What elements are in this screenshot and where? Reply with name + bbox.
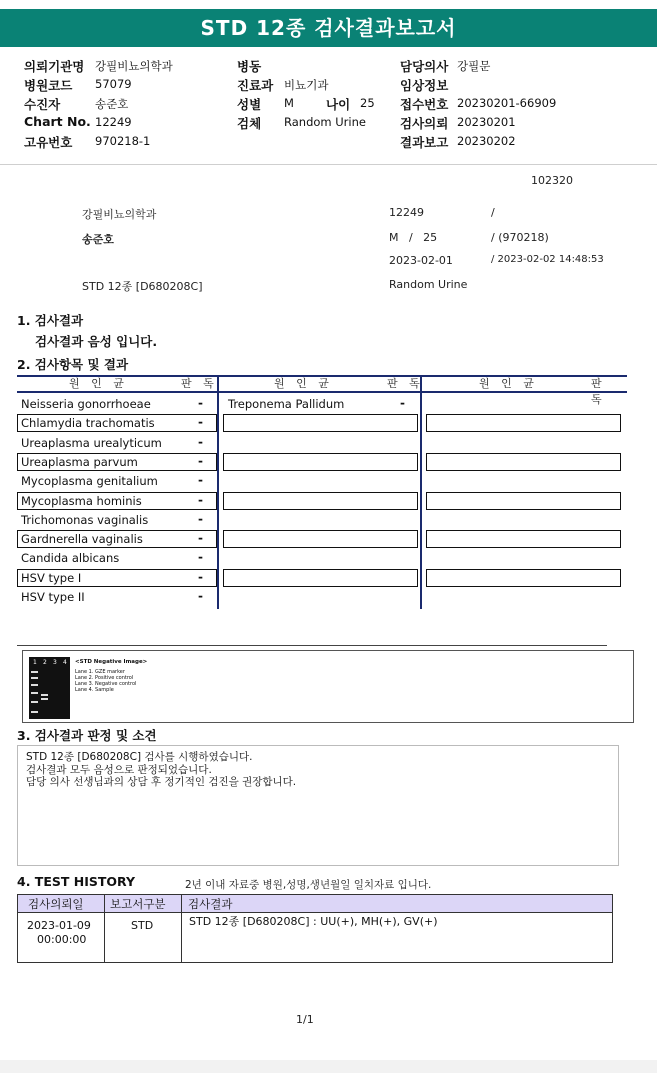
header-value: 970218-1 [95, 134, 151, 148]
section4-note: 2년 이내 자료중 병원,성명,생년월일 일치자료 입니다. [185, 879, 432, 891]
header-label: 임상정보 [400, 78, 449, 93]
col-result-header-3: 판 독 [591, 377, 606, 406]
header-value: Random Urine [284, 115, 366, 129]
gel-divider [17, 645, 607, 646]
header-value: 20230201-66909 [457, 96, 557, 110]
patient-code: 102320 [531, 174, 573, 187]
organism-result: - [198, 569, 203, 584]
header-label: 병원코드 [24, 78, 73, 93]
gel-legend-1: Lane 1. GZE marker [75, 669, 125, 675]
organism-result: - [198, 396, 203, 410]
results-table [17, 375, 627, 609]
col-result-header-1: 판 독 [181, 377, 218, 390]
history-col-result: 검사결과 [188, 897, 233, 911]
header-label: 의뢰기관명 [24, 59, 85, 74]
empty-result-box [426, 530, 621, 548]
gel-image [29, 657, 70, 719]
organism-name: Neisseria gonorrhoeae [21, 397, 151, 411]
empty-result-box [426, 569, 621, 587]
organism-result: - [198, 492, 203, 507]
header-label: 결과보고 [400, 135, 449, 150]
opinion-line-1: STD 12종 [D680208C] 검사를 시행하였습니다. [26, 751, 253, 763]
section4-title: 4. TEST HISTORY [17, 874, 136, 889]
organism-name: Mycoplasma genitalium [21, 474, 158, 489]
header-value: M [284, 96, 294, 110]
organism-name: HSV type II [21, 590, 85, 604]
opinion-line-2: 검사결과 모두 음성으로 판정되었습니다. [26, 763, 212, 776]
organism-result: - [198, 511, 203, 526]
empty-result-box [426, 453, 621, 471]
patient-date-reported: / 2023-02-02 14:48:53 [491, 254, 604, 265]
organism-name: Chlamydia trachomatis [21, 416, 155, 431]
history-row-result: STD 12종 [D680208C] : UU(+), MH(+), GV(+) [189, 915, 438, 928]
patient-test-name: STD 12종 [D680208C] [82, 280, 203, 293]
header-divider [0, 164, 657, 165]
organism-result: - [198, 531, 203, 546]
organism-name: Ureaplasma urealyticum [21, 435, 162, 450]
col-organism-header-3: 원 인 균 [479, 377, 538, 390]
organism-result-col2: - [400, 396, 405, 410]
gel-lane-2: 2 [43, 659, 47, 666]
report-title: STD 12종 검사결과보고서 [0, 9, 657, 47]
section2-title: 2. 검사항목 및 결과 [17, 357, 129, 372]
history-table [17, 894, 613, 963]
col-result-header-2: 판 독 [387, 377, 424, 390]
header-label: 병동 [237, 59, 262, 74]
organism-name: Candida albicans [21, 551, 120, 566]
organism-result: - [198, 473, 203, 488]
header-label: 성별 [237, 97, 262, 112]
header-value: 강필문 [457, 59, 491, 73]
patient-slash: / [491, 206, 495, 219]
empty-result-box [223, 453, 418, 471]
header-label: 고유번호 [24, 135, 73, 150]
organism-name: Ureaplasma parvum [21, 454, 138, 469]
header-value: 57079 [95, 77, 132, 91]
history-header [18, 895, 612, 913]
header-value: 강필비뇨의학과 [95, 59, 173, 73]
header-label: 수진자 [24, 97, 61, 112]
patient-birth: / (970218) [491, 231, 549, 244]
opinion-box [17, 745, 619, 866]
header-value: 12249 [95, 115, 132, 129]
section1-result: 검사결과 음성 입니다. [35, 334, 158, 349]
gel-lane-1: 1 [33, 659, 37, 666]
patient-sex-age: M / 25 [389, 231, 438, 244]
col-organism-header-2: 원 인 균 [274, 377, 333, 390]
empty-result-box [426, 414, 621, 432]
organism-result: - [198, 589, 203, 603]
header-label: 진료과 [237, 78, 274, 93]
section1-title: 1. 검사결과 [17, 313, 84, 328]
history-col-date: 검사의뢰일 [28, 897, 84, 911]
patient-chart: 12249 [389, 206, 424, 219]
gel-title: <STD Negative Image> [75, 659, 148, 665]
empty-result-box [223, 530, 418, 548]
patient-clinic: 강필비뇨의학과 [82, 208, 157, 221]
section3-title: 3. 검사결과 판정 및 소견 [17, 728, 157, 743]
patient-specimen: Random Urine [389, 278, 468, 291]
patient-name: 송준호 [82, 233, 114, 246]
organism-result: - [198, 453, 203, 468]
empty-result-box [223, 569, 418, 587]
organism-name-col2: Treponema Pallidum [228, 397, 345, 411]
organism-result: - [198, 550, 203, 565]
organism-name: Trichomonas vaginalis [21, 512, 149, 527]
history-col-type: 보고서구분 [110, 897, 166, 911]
gel-image-box [22, 650, 634, 723]
patient-date-received: 2023-02-01 [389, 254, 453, 267]
header-value: 송준호 [95, 97, 129, 111]
header-value: 비뇨기과 [284, 78, 329, 92]
organism-name: HSV type I [21, 570, 82, 585]
header-label: 담당의사 [400, 59, 449, 74]
organism-name: Mycoplasma hominis [21, 493, 142, 508]
organism-result: - [198, 415, 203, 430]
header-label: 검사의뢰 [400, 116, 449, 131]
history-row-date: 2023-01-09 [27, 919, 91, 932]
gel-lane-3: 3 [53, 659, 57, 666]
header-value: 20230201 [457, 115, 516, 129]
organism-result: - [198, 434, 203, 449]
gel-legend [75, 659, 155, 693]
opinion-line-3: 담당 의사 선생님과의 상담 후 정기적인 검진을 권장합니다. [26, 776, 297, 788]
gel-lane-4: 4 [63, 659, 67, 666]
header-value: 25 [360, 96, 375, 110]
gel-legend-2: Lane 2. Positive control [75, 675, 134, 681]
header-value: 20230202 [457, 134, 516, 148]
gel-legend-4: Lane 4. Sample [75, 687, 114, 693]
empty-result-box [223, 414, 418, 432]
empty-result-box [426, 492, 621, 510]
empty-result-box [223, 492, 418, 510]
header-label: Chart No. [24, 114, 91, 129]
col-organism-header-1: 원 인 균 [69, 377, 128, 390]
organism-name: Gardnerella vaginalis [21, 532, 143, 547]
page-number: 1/1 [296, 1013, 314, 1026]
history-row-type: STD [131, 919, 154, 932]
history-row-time: 00:00:00 [37, 933, 87, 946]
header-label: 접수번호 [400, 97, 449, 112]
header-label: 나이 [326, 97, 351, 112]
header-label: 검체 [237, 116, 262, 131]
gel-legend-3: Lane 3. Negative control [75, 681, 137, 687]
